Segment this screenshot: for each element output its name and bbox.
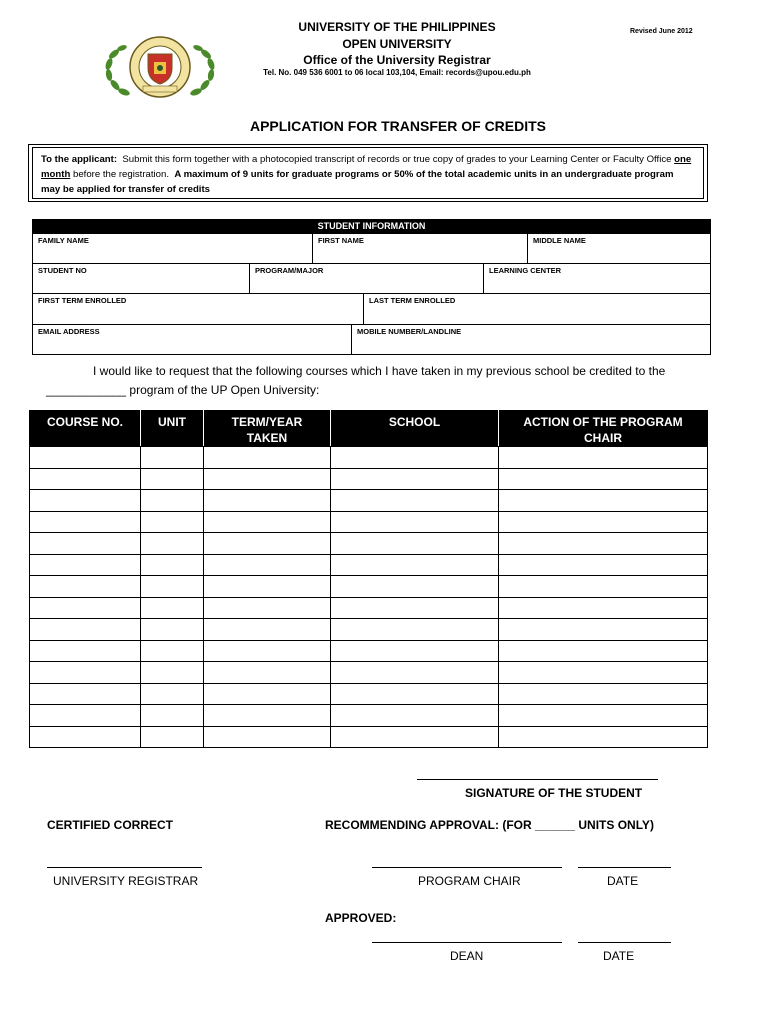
first-name-label: FIRST NAME bbox=[318, 236, 364, 245]
first-name-field[interactable] bbox=[312, 233, 528, 264]
course-no-cell[interactable] bbox=[30, 726, 141, 748]
approved-label: APPROVED: bbox=[325, 911, 397, 925]
campus-name: OPEN UNIVERSITY bbox=[342, 37, 452, 51]
unit-cell[interactable] bbox=[141, 640, 204, 662]
term-year-cell[interactable] bbox=[204, 468, 331, 490]
middle-name-field[interactable] bbox=[527, 233, 711, 264]
unit-cell[interactable] bbox=[141, 511, 204, 533]
course-no-cell[interactable] bbox=[30, 447, 141, 469]
dean-date-label: DATE bbox=[603, 949, 635, 963]
school-cell[interactable] bbox=[331, 576, 499, 598]
table-row bbox=[30, 511, 708, 533]
table-row bbox=[30, 705, 708, 727]
school-cell[interactable] bbox=[331, 533, 499, 555]
course-no-cell[interactable] bbox=[30, 511, 141, 533]
course-no-cell[interactable] bbox=[30, 683, 141, 705]
unit-cell[interactable] bbox=[141, 447, 204, 469]
term-year-cell[interactable] bbox=[204, 619, 331, 641]
registrar-signature-line[interactable] bbox=[47, 867, 202, 868]
program-chair-signature-line[interactable] bbox=[372, 867, 562, 868]
chair-action-cell[interactable] bbox=[499, 576, 708, 598]
table-row bbox=[30, 554, 708, 576]
courses-table bbox=[29, 410, 708, 748]
school-cell[interactable] bbox=[331, 554, 499, 576]
unit-cell[interactable] bbox=[141, 576, 204, 598]
term-year-cell[interactable] bbox=[204, 640, 331, 662]
table-row bbox=[30, 662, 708, 684]
program-chair-date-label: DATE bbox=[607, 874, 639, 888]
col-program-chair-action: ACTION OF THE PROGRAM CHAIR bbox=[499, 411, 708, 447]
chair-action-cell[interactable] bbox=[499, 662, 708, 684]
student-signature-line[interactable] bbox=[417, 779, 658, 780]
dean-label: DEAN bbox=[450, 949, 484, 963]
contact-info: Tel. No. 049 536 6001 to 06 local 103,104, Email: records@upou.edu.ph bbox=[263, 68, 531, 77]
request-line-1: I would like to request that the following courses which I have taken in my previous school be credited to the bbox=[93, 364, 666, 378]
first-term-field[interactable] bbox=[32, 293, 364, 325]
term-year-cell[interactable] bbox=[204, 597, 331, 619]
school-cell[interactable] bbox=[331, 705, 499, 727]
chair-action-cell[interactable] bbox=[499, 533, 708, 555]
unit-cell[interactable] bbox=[141, 662, 204, 684]
email-label: EMAIL ADDRESS bbox=[38, 327, 100, 336]
course-no-cell[interactable] bbox=[30, 640, 141, 662]
dean-signature-line[interactable] bbox=[372, 942, 562, 943]
school-cell[interactable] bbox=[331, 726, 499, 748]
program-major-label: PROGRAM/MAJOR bbox=[255, 266, 324, 275]
dean-date-line[interactable] bbox=[578, 942, 671, 943]
term-year-cell[interactable] bbox=[204, 490, 331, 512]
chair-action-cell[interactable] bbox=[499, 683, 708, 705]
certified-correct-label: CERTIFIED CORRECT bbox=[47, 818, 173, 832]
term-year-cell[interactable] bbox=[204, 511, 331, 533]
table-row bbox=[30, 490, 708, 512]
course-no-cell[interactable] bbox=[30, 705, 141, 727]
chair-action-cell[interactable] bbox=[499, 597, 708, 619]
notice-text: Submit this form together with a photocopied transcript of records or true copy of grades to your Learning Center or Faculty Office bbox=[122, 154, 672, 165]
notice-lead: To the applicant: bbox=[41, 154, 118, 165]
learning-center-field[interactable] bbox=[483, 263, 711, 294]
course-no-cell[interactable] bbox=[30, 533, 141, 555]
table-row bbox=[30, 447, 708, 469]
mobile-label: MOBILE NUMBER/LANDLINE bbox=[357, 327, 462, 336]
form-title: APPLICATION FOR TRANSFER OF CREDITS bbox=[249, 118, 547, 134]
table-row bbox=[30, 619, 708, 641]
middle-name-label: MIDDLE NAME bbox=[533, 236, 586, 245]
notice-text-2: before the registration. bbox=[72, 169, 169, 180]
table-row bbox=[30, 683, 708, 705]
school-cell[interactable] bbox=[331, 597, 499, 619]
course-no-cell[interactable] bbox=[30, 468, 141, 490]
school-cell[interactable] bbox=[331, 490, 499, 512]
program-major-field[interactable] bbox=[249, 263, 484, 294]
program-chair-date-line[interactable] bbox=[578, 867, 671, 868]
course-no-cell[interactable] bbox=[30, 554, 141, 576]
col-school: SCHOOL bbox=[331, 411, 499, 447]
chair-action-cell[interactable] bbox=[499, 705, 708, 727]
school-cell[interactable] bbox=[331, 619, 499, 641]
email-field[interactable] bbox=[32, 324, 352, 355]
first-term-label: FIRST TERM ENROLLED bbox=[38, 296, 127, 305]
unit-cell[interactable] bbox=[141, 619, 204, 641]
course-no-cell[interactable] bbox=[30, 576, 141, 598]
family-name-field[interactable] bbox=[32, 233, 313, 264]
mobile-field[interactable] bbox=[351, 324, 711, 355]
student-info-header: STUDENT INFORMATION bbox=[32, 219, 711, 233]
chair-action-cell[interactable] bbox=[499, 726, 708, 748]
course-no-cell[interactable] bbox=[30, 619, 141, 641]
university-registrar-label: UNIVERSITY REGISTRAR bbox=[53, 874, 199, 888]
chair-action-cell[interactable] bbox=[499, 468, 708, 490]
revision-date: Revised June 2012 bbox=[630, 28, 693, 35]
unit-cell[interactable] bbox=[141, 533, 204, 555]
student-no-label: STUDENT NO bbox=[38, 266, 87, 275]
school-cell[interactable] bbox=[331, 640, 499, 662]
chair-action-cell[interactable] bbox=[499, 619, 708, 641]
learning-center-label: LEARNING CENTER bbox=[489, 266, 562, 275]
recommending-approval-label: RECOMMENDING APPROVAL: (FOR ______ UNITS ONLY) bbox=[325, 818, 654, 832]
university-seal-logo bbox=[100, 34, 220, 104]
school-cell[interactable] bbox=[331, 468, 499, 490]
chair-action-cell[interactable] bbox=[499, 490, 708, 512]
unit-cell[interactable] bbox=[141, 554, 204, 576]
table-row bbox=[30, 597, 708, 619]
last-term-field[interactable] bbox=[363, 293, 711, 325]
notice-emphasis: one month bbox=[41, 154, 692, 180]
school-cell[interactable] bbox=[331, 662, 499, 684]
unit-cell[interactable] bbox=[141, 705, 204, 727]
table-row bbox=[30, 468, 708, 490]
col-course-no: COURSE NO. bbox=[30, 411, 141, 447]
office-name: Office of the University Registrar bbox=[303, 53, 491, 67]
col-unit: UNIT bbox=[141, 411, 204, 447]
last-term-label: LAST TERM ENROLLED bbox=[369, 296, 456, 305]
school-cell[interactable] bbox=[331, 447, 499, 469]
table-row bbox=[30, 640, 708, 662]
course-no-cell[interactable] bbox=[30, 597, 141, 619]
applicant-notice bbox=[32, 147, 704, 199]
term-year-cell[interactable] bbox=[204, 726, 331, 748]
chair-action-cell[interactable] bbox=[499, 554, 708, 576]
col-term-year: TERM/YEAR TAKEN bbox=[204, 411, 331, 447]
unit-cell[interactable] bbox=[141, 597, 204, 619]
chair-action-cell[interactable] bbox=[499, 447, 708, 469]
university-name: UNIVERSITY OF THE PHILIPPINES bbox=[298, 20, 496, 34]
student-signature-label: SIGNATURE OF THE STUDENT bbox=[465, 786, 643, 800]
term-year-cell[interactable] bbox=[204, 554, 331, 576]
unit-cell[interactable] bbox=[141, 726, 204, 748]
term-year-cell[interactable] bbox=[204, 576, 331, 598]
unit-cell[interactable] bbox=[141, 468, 204, 490]
term-year-cell[interactable] bbox=[204, 662, 331, 684]
courses-table-header bbox=[30, 411, 708, 447]
student-no-field[interactable] bbox=[32, 263, 250, 294]
unit-cell[interactable] bbox=[141, 683, 204, 705]
unit-cell[interactable] bbox=[141, 490, 204, 512]
chair-action-cell[interactable] bbox=[499, 511, 708, 533]
term-year-cell[interactable] bbox=[204, 683, 331, 705]
school-cell[interactable] bbox=[331, 683, 499, 705]
term-year-cell[interactable] bbox=[204, 705, 331, 727]
family-name-label: FAMILY NAME bbox=[38, 236, 89, 245]
program-chair-label: PROGRAM CHAIR bbox=[418, 874, 521, 888]
course-no-cell[interactable] bbox=[30, 490, 141, 512]
term-year-cell[interactable] bbox=[204, 447, 331, 469]
notice-limit: A maximum of 9 units for graduate programs or 50% of the total academic units in an undergraduate program may be applied for transfer of credits bbox=[41, 169, 674, 195]
chair-action-cell[interactable] bbox=[499, 640, 708, 662]
table-row bbox=[30, 726, 708, 748]
school-cell[interactable] bbox=[331, 511, 499, 533]
course-no-cell[interactable] bbox=[30, 662, 141, 684]
table-row bbox=[30, 576, 708, 598]
term-year-cell[interactable] bbox=[204, 533, 331, 555]
request-line-2: ____________ program of the UP Open University: bbox=[46, 383, 320, 397]
table-row bbox=[30, 533, 708, 555]
